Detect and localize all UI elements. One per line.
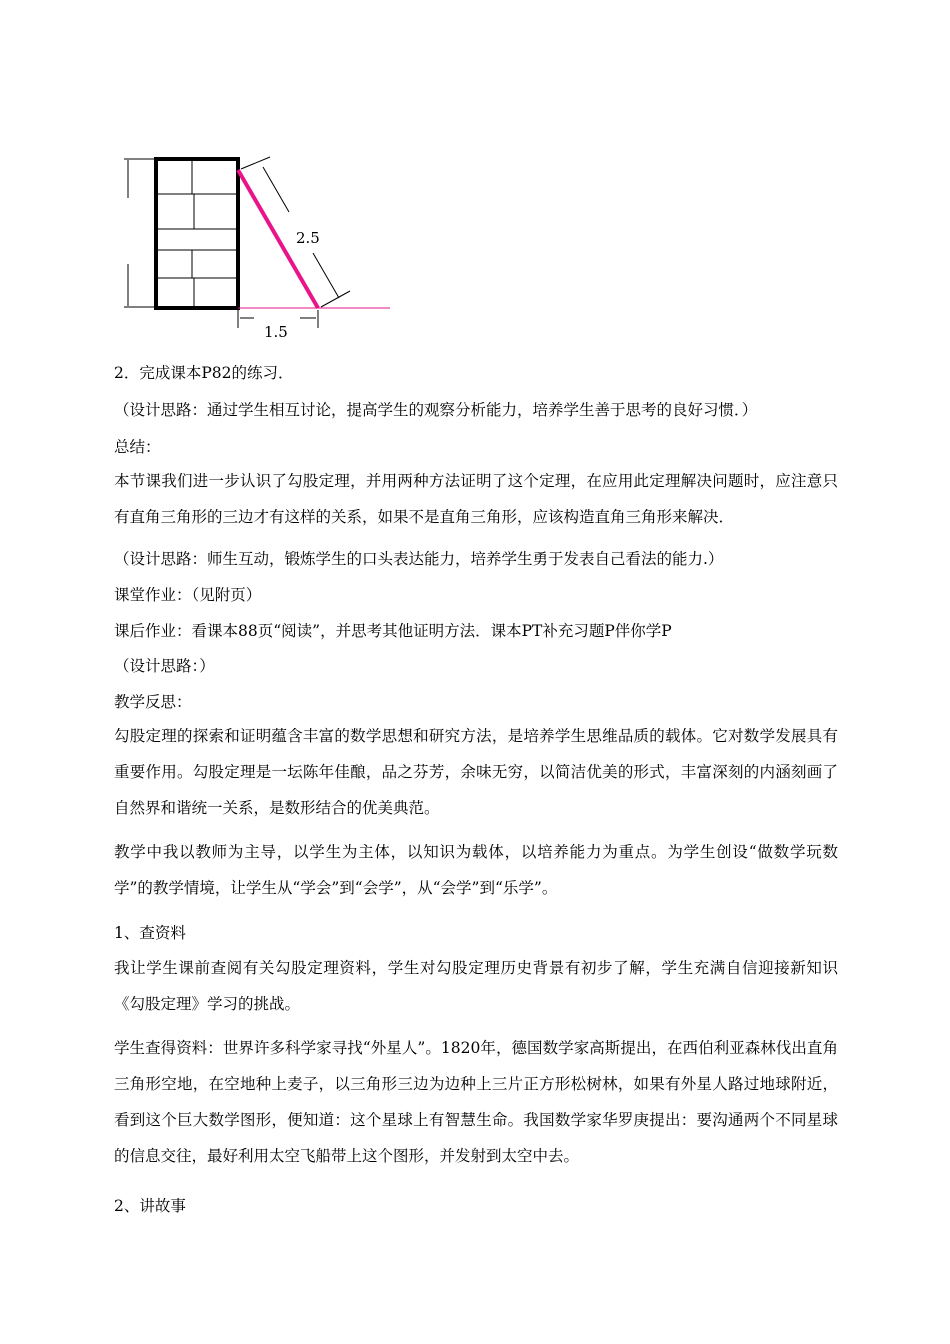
wall-height-dimension (124, 159, 154, 307)
section-2-heading: 2、讲故事 (114, 1197, 186, 1215)
exercise-line: 2．完成课本P82的练习． (114, 364, 294, 382)
section-1-story: 学生查得资料：世界许多科学家寻找“外星人”。1820年，德国数学家高斯提出，在西伯利亚森林伐出直角三角形空地，在空地种上麦子，以三角形三边为边种上三片正方形松树林，如果有外星人路过地球附近，看到这个巨大数学图形，便知道：这个星球上有智慧生命。我国数学家华罗庚提出：要沟通两个不同星球的信息交往，最好利用太空飞船带上这个图形，并发射到太空中去。 (114, 1039, 838, 1165)
section-1-heading: 1、查资料 (114, 924, 186, 942)
design-note-2: （设计思路：师生互动，锻炼学生的口头表达能力，培养学生勇于发表自己看法的能力.） (114, 550, 724, 568)
reflection-paragraph-1: 勾股定理的探索和证明蕴含丰富的数学思想和研究方法，是培养学生思维品质的载体。它对数学发展具有重要作用。勾股定理是一坛陈年佳酿，品之芬芳，余味无穷，以简洁优美的形式，丰富深刻的内涵刻画了自然界和谐统一关系，是数形结合的优美典范。 (114, 727, 838, 817)
ladder-diagram (110, 140, 410, 350)
design-note-3: （设计思路：） (114, 657, 215, 675)
brick-wall (156, 159, 238, 308)
homework-line: 课后作业：看课本88页“阅读”，并思考其他证明方法．课本PT补充习题P伴你学P (114, 622, 672, 640)
section-1-paragraph: 我让学生课前查阅有关勾股定理资料，学生对勾股定理历史背景有初步了解，学生充满自信迎接新知识《勾股定理》学习的挑战。 (114, 959, 838, 1013)
base-distance-label: 1.5 (264, 323, 288, 341)
classwork-line: 课堂作业：（见附页） (114, 586, 262, 604)
summary-text: 本节课我们进一步认识了勾股定理，并用两种方法证明了这个定理，在应用此定理解决问题时，应注意只有直角三角形的三边才有这样的关系，如果不是直角三角形，应该构造直角三角形来解决． (114, 472, 838, 526)
reflection-heading: 教学反思： (114, 693, 192, 711)
reflection-paragraph-2: 教学中我以教师为主导，以学生为主体，以知识为载体，以培养能力为重点。为学生创设“做数学玩数学”的教学情境，让学生从“学会”到“会学”，从“会学”到“乐学”。 (114, 843, 838, 897)
ladder-wall-figure (110, 140, 410, 350)
design-note-1: （设计思路：通过学生相互讨论，提高学生的观察分析能力，培养学生善于思考的良好习惯．） (114, 401, 758, 419)
ladder-length-label: 2.5 (296, 229, 320, 247)
summary-heading: 总结： (114, 438, 161, 456)
